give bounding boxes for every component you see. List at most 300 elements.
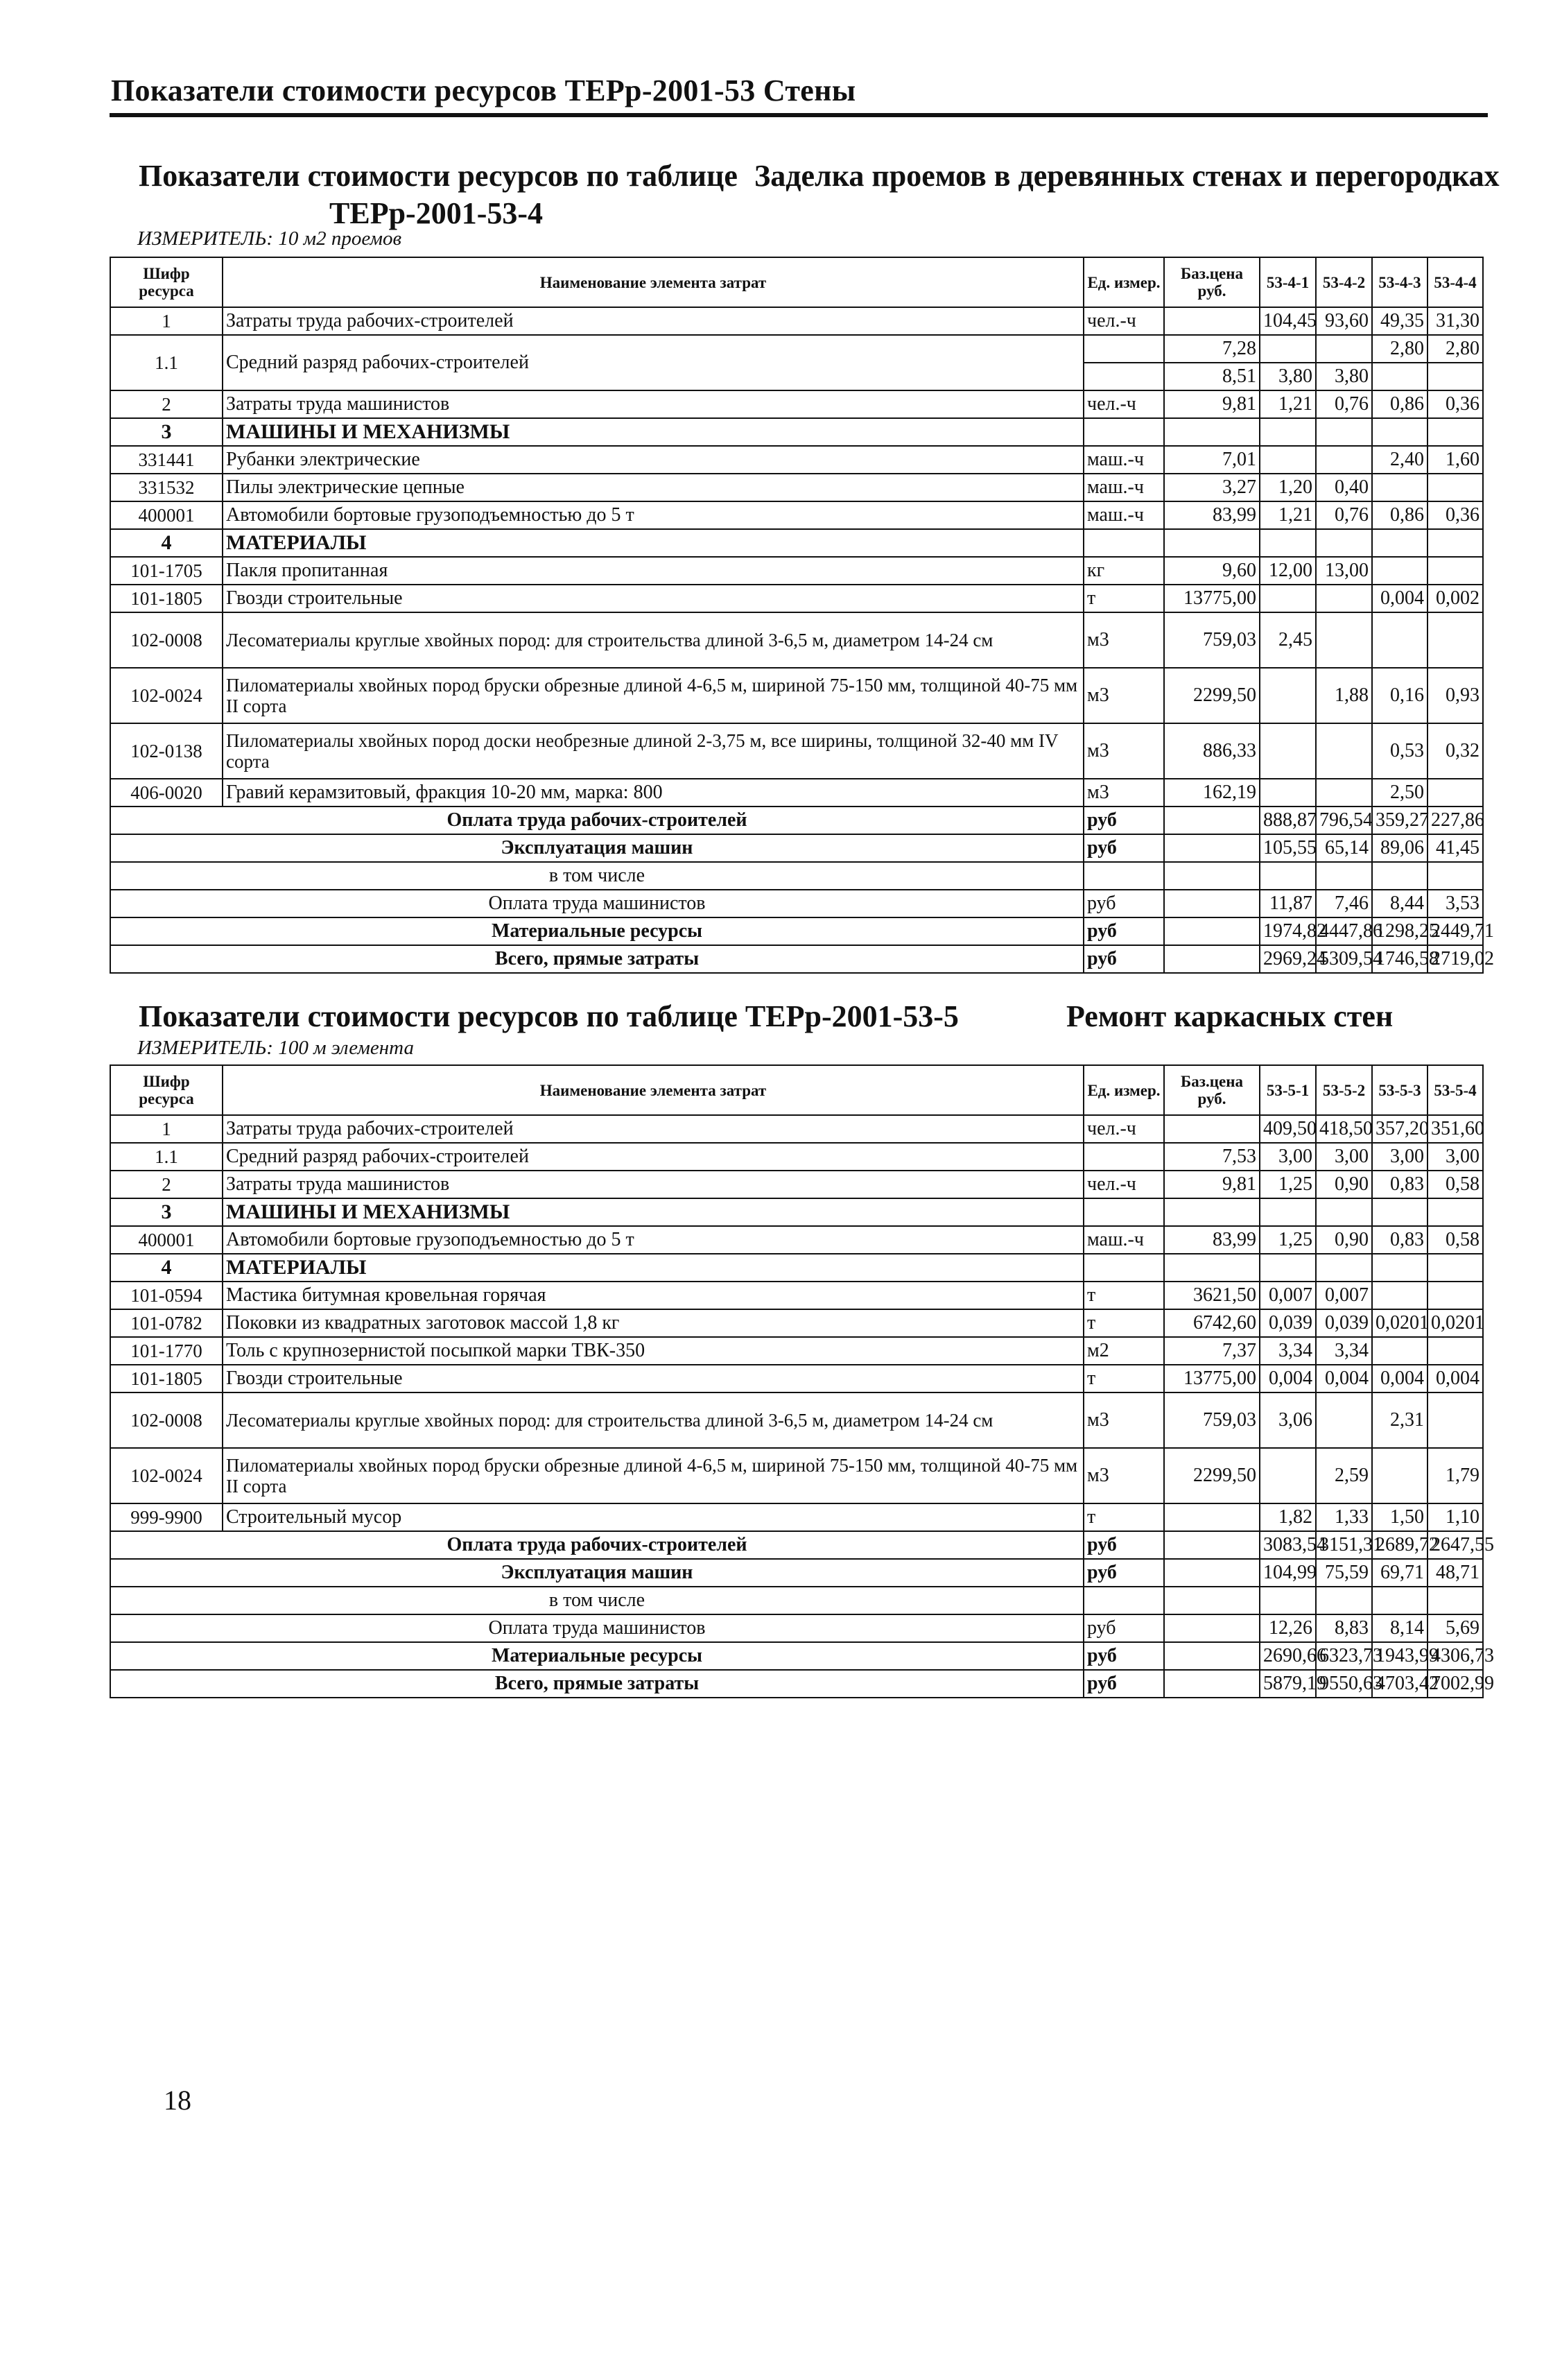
empty-cell (1428, 1198, 1483, 1226)
row-unit: маш.-ч (1084, 446, 1164, 474)
row-value: 0,0201 (1372, 1309, 1428, 1337)
total-unit: руб (1084, 1531, 1164, 1559)
total-row (110, 807, 1483, 834)
row-value (1372, 363, 1428, 390)
total-row (110, 890, 1483, 917)
total-unit: руб (1084, 807, 1164, 834)
row-code: 400001 (110, 501, 223, 529)
row-value: 1,25 (1260, 1226, 1316, 1254)
total-label: в том числе (110, 862, 1084, 890)
empty-cell (1372, 529, 1428, 557)
row-unit: т (1084, 1365, 1164, 1392)
row-code: 331532 (110, 474, 223, 501)
row-name: Затраты труда машинистов (223, 1171, 1084, 1198)
row-price: 83,99 (1164, 501, 1260, 529)
col-header-price: Баз.цена руб. (1164, 1065, 1260, 1115)
row-value (1316, 779, 1372, 807)
row-name: Средний разряд рабочих-строителей (223, 335, 1084, 390)
row-value: 1,79 (1428, 1448, 1483, 1503)
row-name: Лесоматериалы круглые хвойных пород: для строительства длиной 3-6,5 м, диаметром 14-24 см (223, 612, 1084, 668)
row-name: МАТЕРИАЛЫ (223, 529, 1084, 557)
empty-cell (1372, 418, 1428, 446)
total-value: 2449,71 (1428, 917, 1483, 945)
row-value: 0,004 (1372, 1365, 1428, 1392)
row-price: 7,53 (1164, 1143, 1260, 1171)
empty-cell (1164, 529, 1260, 557)
row-unit (1084, 335, 1164, 363)
row-value: 0,007 (1260, 1282, 1316, 1309)
total-label: Эксплуатация машин (110, 1559, 1084, 1587)
row-unit: чел.-ч (1084, 1115, 1164, 1143)
total-value (1316, 862, 1372, 890)
row-value: 93,60 (1316, 307, 1372, 335)
table-row (110, 307, 1483, 335)
total-value: 3,53 (1428, 890, 1483, 917)
table-header-row (110, 1065, 1483, 1115)
row-price: 886,33 (1164, 723, 1260, 779)
row-value: 1,21 (1260, 390, 1316, 418)
row-unit: м3 (1084, 1392, 1164, 1448)
col-header-c1: 53-4-1 (1260, 257, 1316, 307)
table-header-row (110, 257, 1483, 307)
row-value (1260, 668, 1316, 723)
row-value: 0,039 (1316, 1309, 1372, 1337)
row-name: Пиломатериалы хвойных пород доски необрезные длиной 2-3,75 м, все ширины, толщиной 32-40 мм IV сорта (223, 723, 1084, 779)
total-label: Всего, прямые затраты (110, 945, 1084, 973)
row-value (1372, 557, 1428, 585)
total-value: 75,59 (1316, 1559, 1372, 1587)
empty-cell (1164, 1642, 1260, 1670)
total-value: 2689,72 (1372, 1531, 1428, 1559)
total-row (110, 1559, 1483, 1587)
row-value (1372, 1448, 1428, 1503)
row-value: 0,58 (1428, 1226, 1483, 1254)
row-value: 0,90 (1316, 1171, 1372, 1198)
section1-subtitle: Заделка проемов в деревянных стенах и перегородках (754, 159, 1500, 193)
row-name: Автомобили бортовые грузоподъемностью до 5 т (223, 1226, 1084, 1254)
row-value (1372, 1282, 1428, 1309)
total-value: 5879,19 (1260, 1670, 1316, 1698)
empty-cell (1260, 418, 1316, 446)
row-code: 331441 (110, 446, 223, 474)
row-value: 0,90 (1316, 1226, 1372, 1254)
total-row (110, 862, 1483, 890)
row-price: 9,81 (1164, 1171, 1260, 1198)
row-value: 0,002 (1428, 585, 1483, 612)
total-value: 105,55 (1260, 834, 1316, 862)
table-row (110, 1143, 1483, 1171)
row-value: 0,32 (1428, 723, 1483, 779)
row-unit: маш.-ч (1084, 1226, 1164, 1254)
total-label: Эксплуатация машин (110, 834, 1084, 862)
empty-cell (1164, 917, 1260, 945)
empty-cell (1164, 1254, 1260, 1282)
row-value: 2,31 (1372, 1392, 1428, 1448)
row-unit: м3 (1084, 779, 1164, 807)
row-value (1428, 1392, 1483, 1448)
total-value: 6323,73 (1316, 1642, 1372, 1670)
section2-measure: ИЗМЕРИТЕЛЬ: 100 м элемента (137, 1037, 414, 1059)
row-name: МАТЕРИАЛЫ (223, 1254, 1084, 1282)
total-value: 227,86 (1428, 807, 1483, 834)
row-code: 4 (110, 529, 223, 557)
total-label: Оплата труда рабочих-строителей (110, 807, 1084, 834)
table-row (110, 612, 1483, 668)
row-code: 101-1705 (110, 557, 223, 585)
row-name: Поковки из квадратных заготовок массой 1,8 кг (223, 1309, 1084, 1337)
row-name: Лесоматериалы круглые хвойных пород: для строительства длиной 3-6,5 м, диаметром 14-24 см (223, 1392, 1084, 1448)
total-value (1428, 862, 1483, 890)
header-rule (110, 113, 1488, 117)
row-code: 101-1805 (110, 1365, 223, 1392)
col-header-name: Наименование элемента затрат (223, 257, 1084, 307)
row-unit: чел.-ч (1084, 390, 1164, 418)
total-value: 1974,82 (1260, 917, 1316, 945)
total-unit (1084, 1587, 1164, 1614)
empty-cell (1164, 862, 1260, 890)
total-unit: руб (1084, 1559, 1164, 1587)
total-value: 89,06 (1372, 834, 1428, 862)
row-price: 162,19 (1164, 779, 1260, 807)
row-value: 0,53 (1372, 723, 1428, 779)
table-row (110, 779, 1483, 807)
row-name: Толь с крупнозернистой посыпкой марки ТВК-350 (223, 1337, 1084, 1365)
row-price: 2299,50 (1164, 668, 1260, 723)
table-row (110, 557, 1483, 585)
total-value (1372, 1587, 1428, 1614)
row-value: 1,25 (1260, 1171, 1316, 1198)
row-code: 101-0782 (110, 1309, 223, 1337)
row-value: 3,00 (1428, 1143, 1483, 1171)
empty-cell (1428, 529, 1483, 557)
row-value: 1,33 (1316, 1503, 1372, 1531)
total-value: 12,26 (1260, 1614, 1316, 1642)
total-label: Всего, прямые затраты (110, 1670, 1084, 1698)
row-value: 357,20 (1372, 1115, 1428, 1143)
table-row (110, 1392, 1483, 1448)
table-body (110, 307, 1494, 973)
total-label: Материальные ресурсы (110, 1642, 1084, 1670)
row-value: 3,80 (1260, 363, 1316, 390)
table-row (110, 446, 1483, 474)
row-price: 13775,00 (1164, 585, 1260, 612)
row-price: 759,03 (1164, 1392, 1260, 1448)
row-name: Пилы электрические цепные (223, 474, 1084, 501)
total-value: 2647,55 (1428, 1531, 1483, 1559)
row-value: 3,00 (1372, 1143, 1428, 1171)
total-value: 3151,31 (1316, 1531, 1372, 1559)
row-value: 2,80 (1372, 335, 1428, 363)
total-value (1316, 1587, 1372, 1614)
total-row (110, 1642, 1483, 1670)
row-code: 102-0138 (110, 723, 223, 779)
row-name: Затраты труда рабочих-строителей (223, 1115, 1084, 1143)
total-value: 5,69 (1428, 1614, 1483, 1642)
row-value: 0,004 (1372, 585, 1428, 612)
empty-cell (1428, 1254, 1483, 1282)
row-unit: м3 (1084, 723, 1164, 779)
total-label: Оплата труда машинистов (110, 1614, 1084, 1642)
row-value: 2,59 (1316, 1448, 1372, 1503)
row-value (1428, 557, 1483, 585)
row-value: 3,00 (1260, 1143, 1316, 1171)
row-value: 3,34 (1260, 1337, 1316, 1365)
row-value: 2,50 (1372, 779, 1428, 807)
total-value: 8,14 (1372, 1614, 1428, 1642)
total-value: 104,99 (1260, 1559, 1316, 1587)
total-row (110, 1614, 1483, 1642)
row-unit: маш.-ч (1084, 474, 1164, 501)
row-code: 1.1 (110, 1143, 223, 1171)
row-value: 0,93 (1428, 668, 1483, 723)
row-value: 0,36 (1428, 501, 1483, 529)
row-code: 1 (110, 307, 223, 335)
row-value: 0,004 (1260, 1365, 1316, 1392)
total-label: Материальные ресурсы (110, 917, 1084, 945)
row-price: 7,37 (1164, 1337, 1260, 1365)
row-name: Затраты труда рабочих-строителей (223, 307, 1084, 335)
table-row (110, 1337, 1483, 1365)
total-label: в том числе (110, 1587, 1084, 1614)
col-header-unit: Ед. измер. (1084, 1065, 1164, 1115)
row-value (1428, 1337, 1483, 1365)
col-header-unit: Ед. измер. (1084, 257, 1164, 307)
empty-cell (1084, 529, 1164, 557)
row-value: 0,86 (1372, 501, 1428, 529)
total-value: 69,71 (1372, 1559, 1428, 1587)
row-unit (1084, 1143, 1164, 1171)
row-unit: кг (1084, 557, 1164, 585)
resource-table-53-5 (110, 1064, 1494, 1698)
total-value: 796,54 (1316, 807, 1372, 834)
col-header-price: Баз.цена руб. (1164, 257, 1260, 307)
empty-cell (1260, 1198, 1316, 1226)
section1-title-line2: ТЕРр-2001-53-4 (329, 196, 543, 230)
total-row (110, 1531, 1483, 1559)
row-value: 409,50 (1260, 1115, 1316, 1143)
total-value: 7,46 (1316, 890, 1372, 917)
row-value: 2,45 (1260, 612, 1316, 668)
col-header-code: Шифр ресурса (110, 257, 223, 307)
row-name: Гравий керамзитовый, фракция 10-20 мм, марка: 800 (223, 779, 1084, 807)
row-value (1316, 723, 1372, 779)
table-body (110, 1115, 1494, 1698)
table-row (110, 335, 1483, 363)
total-value: 65,14 (1316, 834, 1372, 862)
row-value: 1,21 (1260, 501, 1316, 529)
empty-cell (1084, 1198, 1164, 1226)
empty-cell (1164, 945, 1260, 973)
row-name: Гвозди строительные (223, 585, 1084, 612)
row-value: 104,45 (1260, 307, 1316, 335)
row-code: 101-1805 (110, 585, 223, 612)
row-name: Автомобили бортовые грузоподъемностью до 5 т (223, 501, 1084, 529)
row-unit: м3 (1084, 668, 1164, 723)
row-value: 0,039 (1260, 1309, 1316, 1337)
section2-title: Показатели стоимости ресурсов по таблице ТЕРр-2001-53-5 (139, 999, 959, 1033)
total-value: 359,27 (1372, 807, 1428, 834)
empty-cell (1316, 529, 1372, 557)
row-value: 0,83 (1372, 1226, 1428, 1254)
total-value: 5309,54 (1316, 945, 1372, 973)
table-row (110, 1115, 1483, 1143)
total-value: 1746,58 (1372, 945, 1428, 973)
row-unit: т (1084, 1282, 1164, 1309)
col-header-c3: 53-5-3 (1372, 1065, 1428, 1115)
total-value (1260, 862, 1316, 890)
row-name: Средний разряд рабочих-строителей (223, 1143, 1084, 1171)
row-name: Рубанки электрические (223, 446, 1084, 474)
empty-cell (1164, 890, 1260, 917)
total-value: 2719,02 (1428, 945, 1483, 973)
row-value: 0,36 (1428, 390, 1483, 418)
row-price: 6742,60 (1164, 1309, 1260, 1337)
row-price: 83,99 (1164, 1226, 1260, 1254)
section2-subtitle: Ремонт каркасных стен (1066, 999, 1394, 1033)
row-price (1164, 307, 1260, 335)
empty-cell (1372, 1198, 1428, 1226)
row-code: 400001 (110, 1226, 223, 1254)
total-unit: руб (1084, 1670, 1164, 1698)
section1-measure: ИЗМЕРИТЕЛЬ: 10 м2 проемов (137, 227, 402, 250)
col-header-c2: 53-5-2 (1316, 1065, 1372, 1115)
total-row (110, 917, 1483, 945)
section1-title-line1: Показатели стоимости ресурсов по таблице (139, 159, 738, 193)
total-value (1260, 1587, 1316, 1614)
row-code: 102-0024 (110, 668, 223, 723)
row-value: 2,40 (1372, 446, 1428, 474)
empty-cell (1164, 1614, 1260, 1642)
table-row (110, 1282, 1483, 1309)
total-value: 888,87 (1260, 807, 1316, 834)
row-price (1164, 1503, 1260, 1531)
row-unit: т (1084, 1309, 1164, 1337)
row-value: 12,00 (1260, 557, 1316, 585)
row-code: 3 (110, 418, 223, 446)
row-value: 3,06 (1260, 1392, 1316, 1448)
row-value (1260, 723, 1316, 779)
row-value: 0,16 (1372, 668, 1428, 723)
row-value: 0,58 (1428, 1171, 1483, 1198)
row-value (1428, 612, 1483, 668)
row-value (1316, 612, 1372, 668)
col-header-code: Шифр ресурса (110, 1065, 223, 1115)
row-name: Затраты труда машинистов (223, 390, 1084, 418)
table-row (110, 474, 1483, 501)
empty-cell (1164, 807, 1260, 834)
col-header-name: Наименование элемента затрат (223, 1065, 1084, 1115)
total-value: 4306,73 (1428, 1642, 1483, 1670)
row-value: 13,00 (1316, 557, 1372, 585)
table-row (110, 668, 1483, 723)
page-number: 18 (164, 2085, 191, 2116)
row-unit (1084, 363, 1164, 390)
total-value: 8,83 (1316, 1614, 1372, 1642)
row-value: 1,20 (1260, 474, 1316, 501)
row-value (1372, 1337, 1428, 1365)
empty-cell (1260, 1254, 1316, 1282)
row-name: Пакля пропитанная (223, 557, 1084, 585)
row-value (1260, 335, 1316, 363)
row-price: 2299,50 (1164, 1448, 1260, 1503)
row-value (1260, 779, 1316, 807)
row-unit: чел.-ч (1084, 307, 1164, 335)
row-code: 406-0020 (110, 779, 223, 807)
total-value: 2690,66 (1260, 1642, 1316, 1670)
empty-cell (1164, 1198, 1260, 1226)
total-row (110, 834, 1483, 862)
total-value: 3083,54 (1260, 1531, 1316, 1559)
total-value: 4447,86 (1316, 917, 1372, 945)
row-code: 999-9900 (110, 1503, 223, 1531)
row-value: 3,80 (1316, 363, 1372, 390)
total-value: 4703,42 (1372, 1670, 1428, 1698)
empty-cell (1164, 1670, 1260, 1698)
row-price: 9,81 (1164, 390, 1260, 418)
row-value (1428, 474, 1483, 501)
row-value: 1,82 (1260, 1503, 1316, 1531)
total-value: 41,45 (1428, 834, 1483, 862)
total-value: 1943,99 (1372, 1642, 1428, 1670)
total-value: 2969,24 (1260, 945, 1316, 973)
row-value (1260, 585, 1316, 612)
table-row (110, 1365, 1483, 1392)
total-value: 9550,63 (1316, 1670, 1372, 1698)
row-value: 3,00 (1316, 1143, 1372, 1171)
row-unit: т (1084, 585, 1164, 612)
col-header-c3: 53-4-3 (1372, 257, 1428, 307)
row-name: МАШИНЫ И МЕХАНИЗМЫ (223, 418, 1084, 446)
total-unit: руб (1084, 890, 1164, 917)
row-value: 2,80 (1428, 335, 1483, 363)
col-header-c4: 53-5-4 (1428, 1065, 1483, 1115)
total-unit (1084, 862, 1164, 890)
total-row (110, 1670, 1483, 1698)
empty-cell (1316, 418, 1372, 446)
row-price: 8,51 (1164, 363, 1260, 390)
section-header-row (110, 1254, 1483, 1282)
total-row (110, 1587, 1483, 1614)
table-row (110, 1309, 1483, 1337)
total-label: Оплата труда рабочих-строителей (110, 1531, 1084, 1559)
table-row (110, 501, 1483, 529)
row-value: 31,30 (1428, 307, 1483, 335)
row-value: 0,007 (1316, 1282, 1372, 1309)
row-value: 0,40 (1316, 474, 1372, 501)
total-unit: руб (1084, 945, 1164, 973)
row-name: МАШИНЫ И МЕХАНИЗМЫ (223, 1198, 1084, 1226)
row-value: 0,004 (1316, 1365, 1372, 1392)
row-value: 49,35 (1372, 307, 1428, 335)
row-value: 418,50 (1316, 1115, 1372, 1143)
row-value: 0,76 (1316, 501, 1372, 529)
empty-cell (1164, 1531, 1260, 1559)
row-value: 1,10 (1428, 1503, 1483, 1531)
page-header-title: Показатели стоимости ресурсов ТЕРр-2001-53 Стены (111, 74, 856, 107)
row-name: Гвозди строительные (223, 1365, 1084, 1392)
section-header-row (110, 1198, 1483, 1226)
total-value (1428, 1587, 1483, 1614)
total-unit: руб (1084, 834, 1164, 862)
row-value: 0,0201 (1428, 1309, 1483, 1337)
row-value: 1,50 (1372, 1503, 1428, 1531)
empty-cell (1084, 418, 1164, 446)
row-value: 3,34 (1316, 1337, 1372, 1365)
row-price: 3,27 (1164, 474, 1260, 501)
col-header-c4: 53-4-4 (1428, 257, 1483, 307)
empty-cell (1164, 1559, 1260, 1587)
row-code: 1.1 (110, 335, 223, 390)
